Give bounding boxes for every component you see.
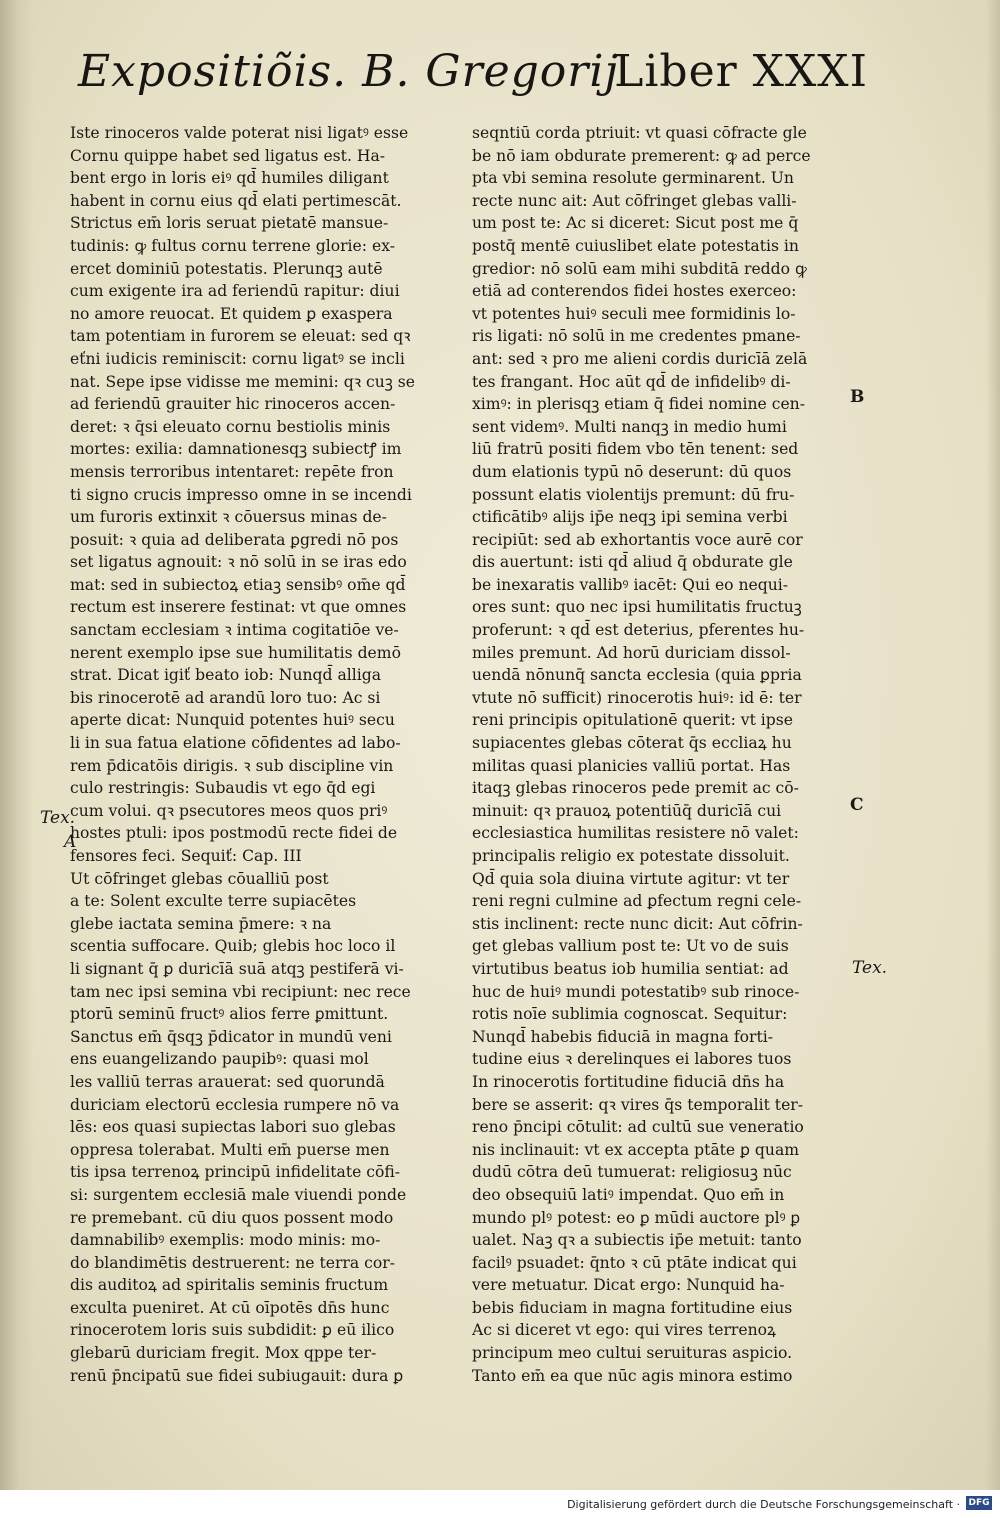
right-column-line: deo obsequiū latiꝰ impendat. Quo em̄ in <box>472 1185 785 1204</box>
right-column-line: bebis fiduciam in magna fortitudine eius <box>472 1298 793 1317</box>
right-column-line: virtutibus beatus iob humilia sentiat: ad <box>472 959 789 978</box>
right-column-line: nis inclinauit: vt ex accepta ptāte ꝑ quam <box>472 1140 800 1159</box>
page-edge-shadow <box>986 0 1000 1490</box>
left-column-line: tam nec ipsi semina vbi recipiunt: nec rece <box>70 982 411 1001</box>
left-column-line: rectum est inserere festinat: vt que omnes <box>70 598 407 617</box>
left-column-line: dis auditoꝝ ad spiritalis seminis fructum <box>70 1276 389 1295</box>
right-column-line: dis auertunt: isti qd̄ aliud q̄ obdurate gle <box>472 553 793 572</box>
right-column-line: uendā nōnunq̄ sancta ecclesia (quia ꝑpria <box>472 666 802 685</box>
left-column-line: mat: sed in subiectoꝝ etiaꝫ sensibꝰ om̄e qd̄ <box>70 575 406 594</box>
right-column-line: supiacentes glebas cōterat q̄s eccliaꝝ hu <box>472 734 792 753</box>
left-column-line: ptorū seminū fructꝰ alios ferre ꝑmittunt. <box>70 1005 389 1024</box>
right-column-line: sent videmꝰ. Multi nanqꝫ in medio humi <box>472 417 787 436</box>
right-column-line: get glebas vallium post te: Ut vo de suis <box>472 937 789 956</box>
left-column-line: les valliū terras arauerat: sed quorundā <box>70 1072 385 1091</box>
right-column-line: be inexaratis vallibꝰ iacēt: Qui eo nequi- <box>472 575 789 594</box>
left-column-line: strat. Dicat igiť beato iob: Nunqd̄ alliga <box>70 666 381 685</box>
right-column-line: liū fratrū positi fidem vbo tēn tenent: sed <box>472 440 799 459</box>
right-column-line: huc de huiꝰ mundi potestatibꝰ sub rinoce- <box>472 982 800 1001</box>
right-column-line: postq̄ mentē cuiuslibet elate potestatis in <box>472 236 799 255</box>
digitization-footer <box>0 1490 1000 1518</box>
left-column-line: duriciam electorū ecclesia rumpere nō va <box>70 1095 400 1114</box>
left-column-line: deret: ꝛ q̄si eleuato cornu bestiolis minis <box>70 417 391 436</box>
left-column-line: posuit: ꝛ quia ad deliberata ꝑgredi nō pos <box>70 530 399 549</box>
right-column-line: etiā ad conterendos fidei hostes exerceo: <box>472 282 797 301</box>
right-column-line: um post te: Ac si diceret: Sicut post me q̄ <box>472 214 799 233</box>
left-column-line: hostes ptuli: ipos postmodū recte fidei de <box>70 824 398 843</box>
left-column-line: glebarū duriciam fregit. Mox qppe ter- <box>70 1344 377 1363</box>
left-column-line: damnabilibꝰ exemplis: modo minis: mo- <box>70 1231 381 1250</box>
right-column-line: Qd̄ quia sola diuina virtute agitur: vt ter <box>472 869 790 888</box>
right-column-line: itaqꝫ glebas rinoceros pede premit ac cō- <box>472 779 799 798</box>
left-column-line: mensis terroribus intentaret: repēte fron <box>70 462 394 481</box>
right-column-line: recipiūt: sed ab exhortantis voce aurē cor <box>472 530 803 549</box>
funding-credit: Digitalisierung gefördert durch die Deutsche Forschungsgemeinschaft · <box>567 1498 960 1511</box>
right-column-line: Tanto em̄ ea que nūc agis minora estimo <box>472 1366 793 1385</box>
left-column-line: sanctam ecclesiam ꝛ intima cogitatiōe ve- <box>70 621 399 640</box>
right-column-line: reno p̄ncipi cōtulit: ad cultū sue veneratio <box>472 1118 804 1137</box>
right-column-line: facilꝰ psuadet: q̄nto ꝛ cū ptāte indicat qui <box>472 1253 797 1272</box>
left-column-line: aperte dicat: Nunquid potentes huiꝰ secu <box>70 711 395 730</box>
right-column-line: proferunt: ꝛ qd̄ est deterius, pferentes hu- <box>472 621 805 640</box>
left-column-line: mortes: exilia: damnationesqꝫ subiectꝭ im <box>70 440 402 459</box>
right-column-line: ores sunt: quo nec ipsi humilitatis fructuꝫ <box>472 598 802 617</box>
right-column-line: recte nunc ait: Aut cōfringet glebas valli- <box>472 191 797 210</box>
right-column-line: Ac si diceret vt ego: qui vires terrenoꝝ <box>472 1321 777 1340</box>
right-column-line: gredior: nō solū eam mihi subditā reddo ꝙ <box>472 259 807 278</box>
margin-letter-a: A <box>64 832 77 852</box>
left-column-line: nerent exemplo ipse sue humilitatis demō <box>70 643 401 662</box>
right-column-line: ximꝰ: in plerisqꝫ etiam q̄ fidei nomine cen- <box>472 395 805 414</box>
left-column-line: ti signo crucis impresso omne in se incendi <box>70 485 412 504</box>
left-column-line: glebe iactata semina p̄mere: ꝛ na <box>70 914 332 933</box>
left-column-line: culo restringis: Subaudis vt ego q̄d egi <box>70 779 376 798</box>
right-column-line: principum meo cultui seruituras aspicio. <box>472 1344 793 1363</box>
right-column-line: ant: sed ꝛ pro me alieni cordis duricīā zelā <box>472 349 808 368</box>
right-column-line: possunt elatis violentijs premunt: dū fru- <box>472 485 795 504</box>
right-column-line: ctificātibꝰ alijs ip̄e neqꝫ ipi semina verbi <box>472 508 788 527</box>
left-column-line: habent in cornu eius qd̄ elati pertimescāt. <box>70 191 402 210</box>
right-column-line: In rinocerotis fortitudine fiduciā dn̄s ha <box>472 1072 785 1091</box>
left-column-line: set ligatus agnouit: ꝛ nō solū in se iras edo <box>70 553 407 572</box>
left-column-line: Sanctus em̄ q̄sqꝫ p̄dicator in mundū veni <box>70 1027 392 1046</box>
header-book-number: Liber XXXI <box>614 46 868 97</box>
left-column-line: bis rinocerotē ad arandū loro tuo: Ac si <box>70 688 381 707</box>
gutter-shadow <box>0 0 34 1490</box>
right-column-line: ecclesiastica humilitas resistere nō valet: <box>472 824 799 843</box>
left-column-line: li in sua fatua elatione cōfidentes ad labo- <box>70 734 401 753</box>
right-column-line: ris ligati: nō solū in me credentes pmane- <box>472 327 801 346</box>
right-column-line: stis inclinent: recte nunc dicit: Aut cōfrin- <box>472 914 803 933</box>
right-column-line: ualet. Naꝫ qꝛ a subiectis ip̄e metuit: tanto <box>472 1231 802 1250</box>
left-column-line: oppresa tolerabat. Multi em̄ puerse men <box>70 1140 390 1159</box>
header-title: Expositiõis. B. Gregorij <box>78 46 620 97</box>
left-column-line: tam potentiam in furorem se eleuat: sed qꝛ <box>70 327 411 346</box>
right-column-line: tes frangant. Hoc aūt qd̄ de infidelibꝰ di- <box>472 372 791 391</box>
right-column-line: rotis noīe sublimia cognoscat. Sequitur: <box>472 1005 788 1024</box>
right-column-line: vere metuatur. Dicat ergo: Nunquid ha- <box>472 1276 785 1295</box>
left-column-line: rinocerotem loris suis subdidit: ꝑ eū ilico <box>70 1321 395 1340</box>
left-text-column <box>70 122 455 1387</box>
right-column-line: tudine eius ꝛ derelinques ei labores tuos <box>472 1050 792 1069</box>
left-column-line: rem p̄dicatōis dirigis. ꝛ sub discipline vin <box>70 756 394 775</box>
left-column-line: Ut cōfringet glebas cōualliū post <box>70 869 329 888</box>
left-column-line: cum exigente ira ad feriendū rapitur: diui <box>70 282 400 301</box>
right-column-line: pta vbi semina resolute germinarent. Un <box>472 169 794 188</box>
left-column-line: nat. Sepe ipse vidisse me memini: qꝛ cuꝫ se <box>70 372 415 391</box>
right-column-line: mundo plꝰ potest: eo ꝑ mūdi auctore plꝰ ꝑ <box>472 1208 801 1227</box>
left-column-line: re premebant. cū diu quos possent modo <box>70 1208 394 1227</box>
left-column-line: a te: Solent exculte terre supiacētes <box>70 892 357 911</box>
left-column-line: bent ergo in loris eiꝰ qd̄ humiles diligant <box>70 169 389 188</box>
dfg-logo: DFG <box>966 1496 992 1510</box>
left-column-line: ad feriendū grauiter hic rinoceros accen- <box>70 395 396 414</box>
left-column-line: ens euangelizando paupibꝰ: quasi mol <box>70 1050 369 1069</box>
running-header <box>78 46 868 116</box>
left-column-line: fensores feci. Sequiť: Cap. III <box>70 847 302 865</box>
left-column-line: lēs: eos quasi supiectas labori suo glebas <box>70 1118 396 1137</box>
right-column-line: dum elationis typū nō deserunt: dū quos <box>472 462 792 481</box>
margin-letter-c: C <box>850 795 864 815</box>
right-column-line: dudū cōtra deū tumuerat: religiosuꝫ nūc <box>472 1163 792 1182</box>
right-column-line: reni principis opitulationē querit: vt ipse <box>472 711 794 730</box>
left-column-line: Strictus em̄ loris seruat pietatē mansue- <box>70 214 389 233</box>
right-column-line: reni regni culmine ad ꝑfectum regni cele- <box>472 892 802 911</box>
left-column-line: eťni iudicis reminiscit: cornu ligatꝰ se incli <box>70 349 405 368</box>
left-column-line: si: surgentem ecclesiā male viuendi ponde <box>70 1185 407 1204</box>
right-column-line: vt potentes huiꝰ seculi mee formidinis lo- <box>472 304 796 323</box>
right-column-line: vtute nō sufficit) rinocerotis huiꝰ: id ē: ter <box>472 688 802 707</box>
left-column-line: um furoris extinxit ꝛ cōuersus minas de- <box>70 508 387 527</box>
left-column-line: tis ipsa terrenoꝝ principū infidelitate cōfi- <box>70 1163 401 1182</box>
right-text-column <box>472 122 848 1387</box>
left-column-line: exculta pueniret. At cū oīpotēs dn̄s hunc <box>70 1298 390 1317</box>
left-column-line: ercet dominiū potestatis. Plerunqꝫ autē <box>70 259 383 278</box>
margin-note-tex-left: Tex. <box>40 808 76 828</box>
left-column-line: do blandimētis destruerent: ne terra cor- <box>70 1253 395 1272</box>
left-column-line: scentia suffocare. Quib; glebis hoc loco il <box>70 937 396 956</box>
left-column-line: renū p̄ncipatū sue fidei subiugauit: dura ꝑ <box>70 1366 404 1385</box>
right-column-line: miles premunt. Ad horū duriciam dissol- <box>472 643 791 662</box>
right-column-line: militas quasi planicies valliū portat. Has <box>472 756 791 775</box>
left-column-line: Iste rinoceros valde poterat nisi ligatꝰ esse <box>70 124 409 142</box>
left-column-line: cum volui. qꝛ psecutores meos quos priꝰ <box>70 801 388 820</box>
left-column-line: li signant q̄ ꝑ duricīā suā atqꝫ pestiferā vi- <box>70 959 404 978</box>
margin-note-tex-right: Tex. <box>852 958 888 978</box>
margin-letter-b: B <box>850 387 865 407</box>
left-column-line: Cornu quippe habet sed ligatus est. Ha- <box>70 146 386 165</box>
right-column-line: minuit: qꝛ prauoꝝ potentiūq̄ duricīā cui <box>472 801 782 820</box>
right-column-line: bere se asserit: qꝛ vires q̄s temporalit ter- <box>472 1095 804 1114</box>
right-column-line: be nō iam obdurate premerent: ꝙ ad perce <box>472 146 811 165</box>
right-column-line: principalis religio ex potestate dissoluit. <box>472 847 790 865</box>
left-column-line: tudinis: ꝙ fultus cornu terrene glorie: ex- <box>70 236 395 255</box>
right-column-line: seqntiū corda ptriuit: vt quasi cōfracte gle <box>472 124 807 142</box>
right-column-line: Nunqd̄ habebis fiduciā in magna forti- <box>472 1027 774 1046</box>
left-column-line: no amore reuocat. Et quidem ꝑ exaspera <box>70 304 393 323</box>
